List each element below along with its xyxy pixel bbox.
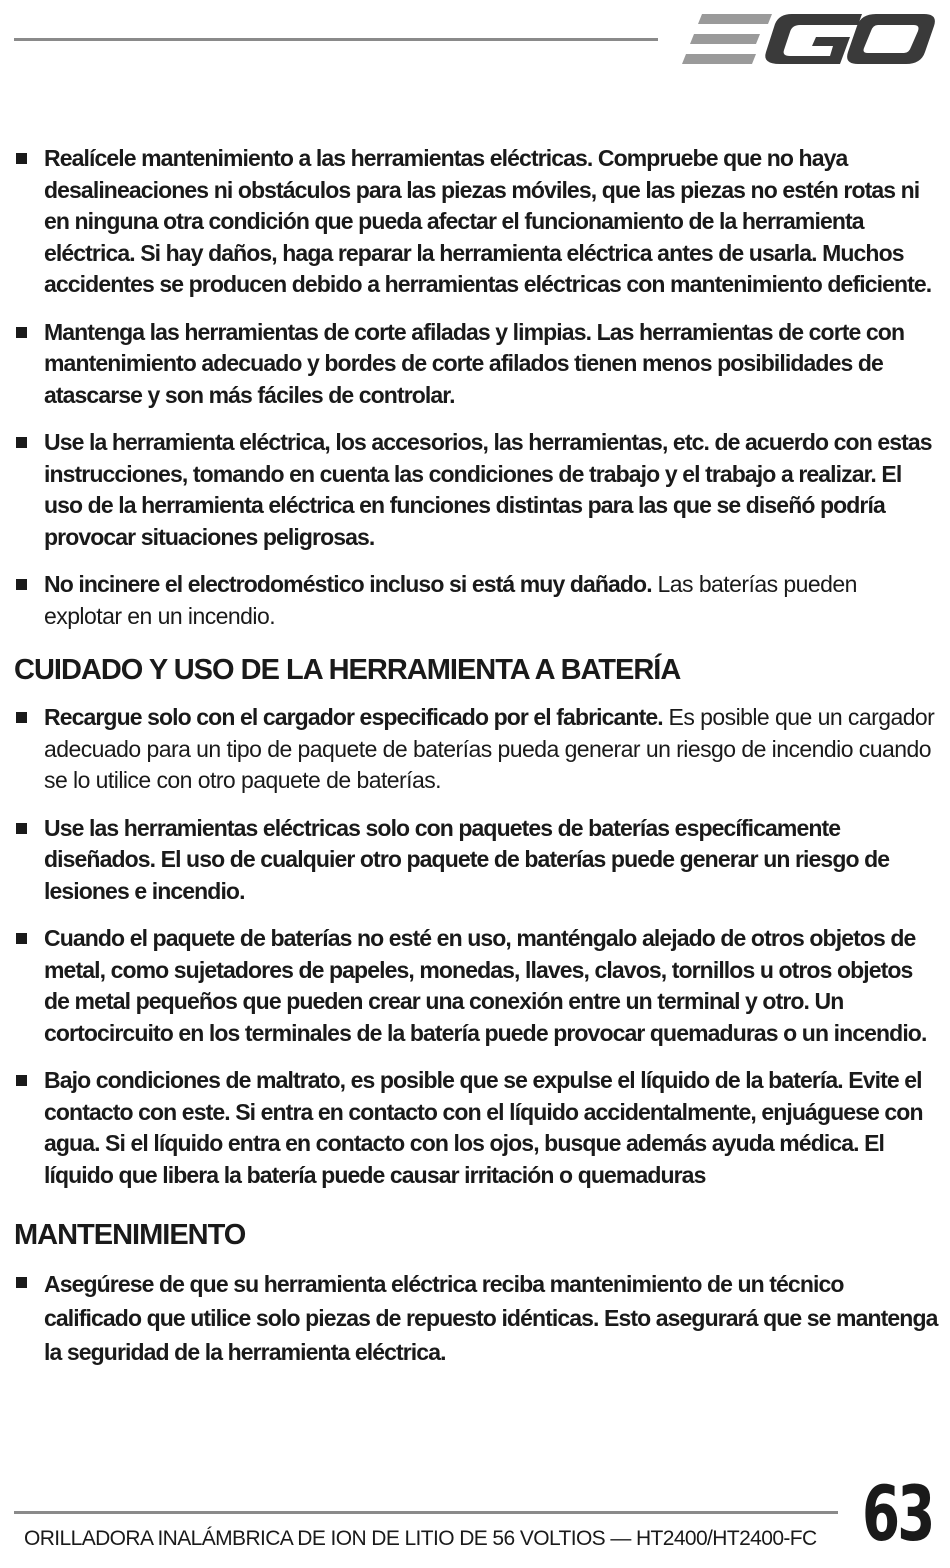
square-bullet-icon [16,712,27,723]
bullet-bold-text: Recargue solo con el cargador especificado por el fabricante. [44,704,663,730]
bullet-bold-text: Cuando el paquete de baterías no esté en uso, manténgalo alejado de otros objetos de metal, como sujetadores de papeles, monedas, llaves, clavos, tornillos u otros objetos de metal pequeños que pueden crear una conexión entre un terminal y otro. Un cortocircuito en los terminales de la batería puede provocar quemaduras o un incendio. [44,925,927,1046]
bullet-bold-text: Asegúrese de que su herramienta eléctrica reciba mantenimiento de un técnico calificado que utilice solo piezas de repuesto idénticas. Esto asegurará que se mantenga la seguridad de la herramienta eléctrica. [44,1271,938,1365]
square-bullet-icon [16,579,27,590]
bullet-regular-text: Las baterías pueden explotar en un incendio. [44,571,857,629]
square-bullet-icon [16,823,27,834]
square-bullet-icon [16,933,27,944]
list-item [14,813,938,908]
list-item [14,317,938,412]
list-item [14,1267,938,1369]
list-item [14,143,938,301]
bullet-bold-text: Bajo condiciones de maltrato, es posible que se expulse el líquido de la batería. Evite el contacto con este. Si entra en contacto con el líquido accidentalmente, enjuáguese con agua. Si el líquido entra en contacto con los ojos, busque además ayuda médica. El líquido que libera la batería puede causar irritación o quemaduras [44,1067,923,1188]
list-item [14,427,938,553]
bullet-bold-text: Use la herramienta eléctrica, los accesorios, las herramientas, etc. de acuerdo con estas instrucciones, tomando en cuenta las condiciones de trabajo y el trabajo a realizar. El uso de la herramienta eléctrica en funciones distintas para las que se diseñó podría provocar situaciones peligrosas. [44,429,932,550]
bullet-bold-text: Realícele mantenimiento a las herramientas eléctricas. Compruebe que no haya desalineaciones ni obstáculos para las piezas móviles, que las piezas no estén rotas ni en ninguna otra condición que pueda afectar el funcionamiento de la herramienta eléctrica. Si hay daños, haga reparar la herramienta eléctrica antes de usarla. Muchos accidentes se producen debido a herramientas eléctricas con mantenimiento deficiente. [44,145,932,297]
section-heading-maintenance: MANTENIMIENTO [14,1219,246,1251]
bullet-regular-text: Es posible que un cargador adecuado para un tipo de paquete de baterías pueda generar un riesgo de incendio cuando se lo utilice con otro paquete de baterías. [44,704,935,793]
footer-rule [14,1511,838,1514]
ego-logo [680,10,936,68]
page-number: 63 [862,1469,933,1558]
list-item [14,569,938,632]
square-bullet-icon [16,153,27,164]
bullet-bold-text: Mantenga las herramientas de corte afiladas y limpias. Las herramientas de corte con mantenimiento adecuado y bordes de corte afilados tienen menos posibilidades de atascarse y son más fáciles de controlar. [44,318,905,408]
bullet-bold-text: Use las herramientas eléctricas solo con paquetes de baterías específicamente diseñados. El uso de cualquier otro paquete de baterías puede generar un riesgo de lesiones e incendio. [44,814,890,904]
list-item [14,1065,938,1191]
document-body [14,143,938,1385]
square-bullet-icon [16,327,27,338]
section-heading-battery-tool-care: CUIDADO Y USO DE LA HERRAMIENTA A BATERÍA [14,654,681,686]
list-item [14,702,938,797]
square-bullet-icon [16,1277,27,1288]
square-bullet-icon [16,1075,27,1086]
header-rule [14,38,658,41]
bullet-bold-text: No incinere el electrodoméstico incluso si está muy dañado. [44,571,652,597]
footer-product-title: ORILLADORA INALÁMBRICA DE ION DE LITIO DE 56 VOLTIOS — HT2400/HT2400-FC [24,1527,817,1550]
list-item [14,923,938,1049]
square-bullet-icon [16,437,27,448]
